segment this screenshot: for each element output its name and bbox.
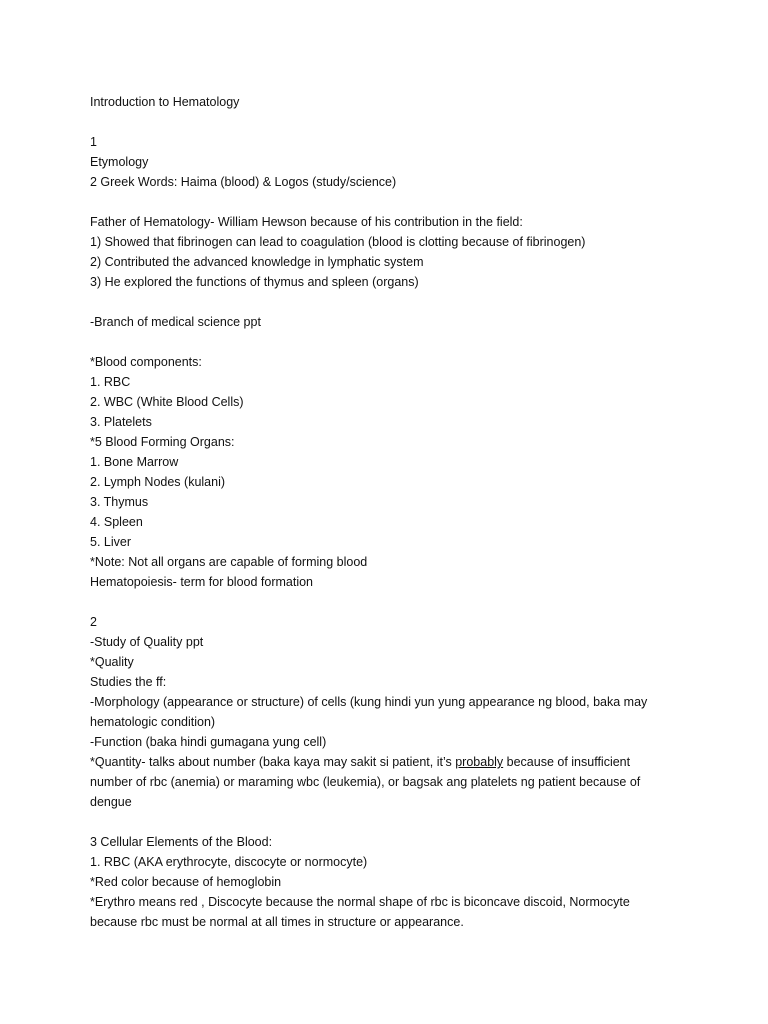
- spacer: [90, 592, 690, 612]
- function-line: -Function (baka hindi gumagana yung cell): [90, 735, 327, 749]
- father-of-hematology-line: Father of Hematology- William Hewson because of his contribution in the field:: [90, 215, 523, 229]
- morphology-line-1: -Morphology (appearance or structure) of cells (kung hindi yun yung appearance ng blood, baka may: [90, 695, 648, 709]
- contribution-item-3: 3) He explored the functions of thymus and spleen (organs): [90, 275, 419, 289]
- contribution-item-2: 2) Contributed the advanced knowledge in lymphatic system: [90, 255, 424, 269]
- morphology-line-2: hematologic condition): [90, 715, 216, 729]
- study-of-quality-line: -Study of Quality ppt: [90, 635, 204, 649]
- greek-words-line: 2 Greek Words: Haima (blood) & Logos (study/science): [90, 175, 397, 189]
- blood-component-item: 1. RBC: [90, 375, 131, 389]
- studies-line: Studies the ff:: [90, 675, 167, 689]
- quantity-text-end: because of insufficient: [503, 755, 631, 769]
- branch-line: -Branch of medical science ppt: [90, 315, 261, 329]
- quantity-line-3: dengue: [90, 795, 132, 809]
- document-page: [90, 92, 690, 932]
- blood-forming-organ-item: 1. Bone Marrow: [90, 455, 179, 469]
- section-number-2: 2: [90, 615, 97, 629]
- spacer: [90, 812, 690, 832]
- erythro-line-2: because rbc must be normal at all times in structure or appearance.: [90, 915, 464, 929]
- blood-component-item: 2. WBC (White Blood Cells): [90, 395, 244, 409]
- spacer: [90, 192, 690, 212]
- section-number-1: 1: [90, 135, 97, 149]
- contribution-item-1: 1) Showed that fibrinogen can lead to coagulation (blood is clotting because of fibrinogen): [90, 235, 586, 249]
- blood-component-item: 3. Platelets: [90, 415, 152, 429]
- blood-forming-organ-item: 5. Liver: [90, 535, 131, 549]
- blood-forming-organ-item: 4. Spleen: [90, 515, 143, 529]
- spacer: [90, 332, 690, 352]
- rbc-line: 1. RBC (AKA erythrocyte, discocyte or normocyte): [90, 855, 368, 869]
- hematopoiesis-line: Hematopoiesis- term for blood formation: [90, 575, 314, 589]
- red-color-line: *Red color because of hemoglobin: [90, 875, 282, 889]
- cellular-elements-heading: 3 Cellular Elements of the Blood:: [90, 835, 273, 849]
- blood-forming-organ-item: 2. Lymph Nodes (kulani): [90, 475, 226, 489]
- blood-forming-organs-heading: *5 Blood Forming Organs:: [90, 435, 235, 449]
- blood-forming-organ-item: 3. Thymus: [90, 495, 149, 509]
- erythro-line-1: *Erythro means red , Discocyte because the normal shape of rbc is biconcave discoid, Normocyte: [90, 895, 630, 909]
- document-title: Introduction to Hematology: [90, 95, 240, 109]
- etymology-heading: Etymology: [90, 155, 149, 169]
- quantity-line-1: [90, 752, 690, 772]
- spacer: [90, 292, 690, 312]
- spacer: [90, 112, 690, 132]
- quantity-text-start: *Quantity- talks about number (baka kaya may sakit si patient, it’s: [90, 755, 456, 769]
- underlined-word: probably: [455, 755, 504, 769]
- quantity-line-2: number of rbc (anemia) or maraming wbc (leukemia), or bagsak ang platelets ng patient because of: [90, 775, 641, 789]
- note-line: *Note: Not all organs are capable of forming blood: [90, 555, 368, 569]
- blood-components-heading: *Blood components:: [90, 355, 202, 369]
- quality-heading: *Quality: [90, 655, 134, 669]
